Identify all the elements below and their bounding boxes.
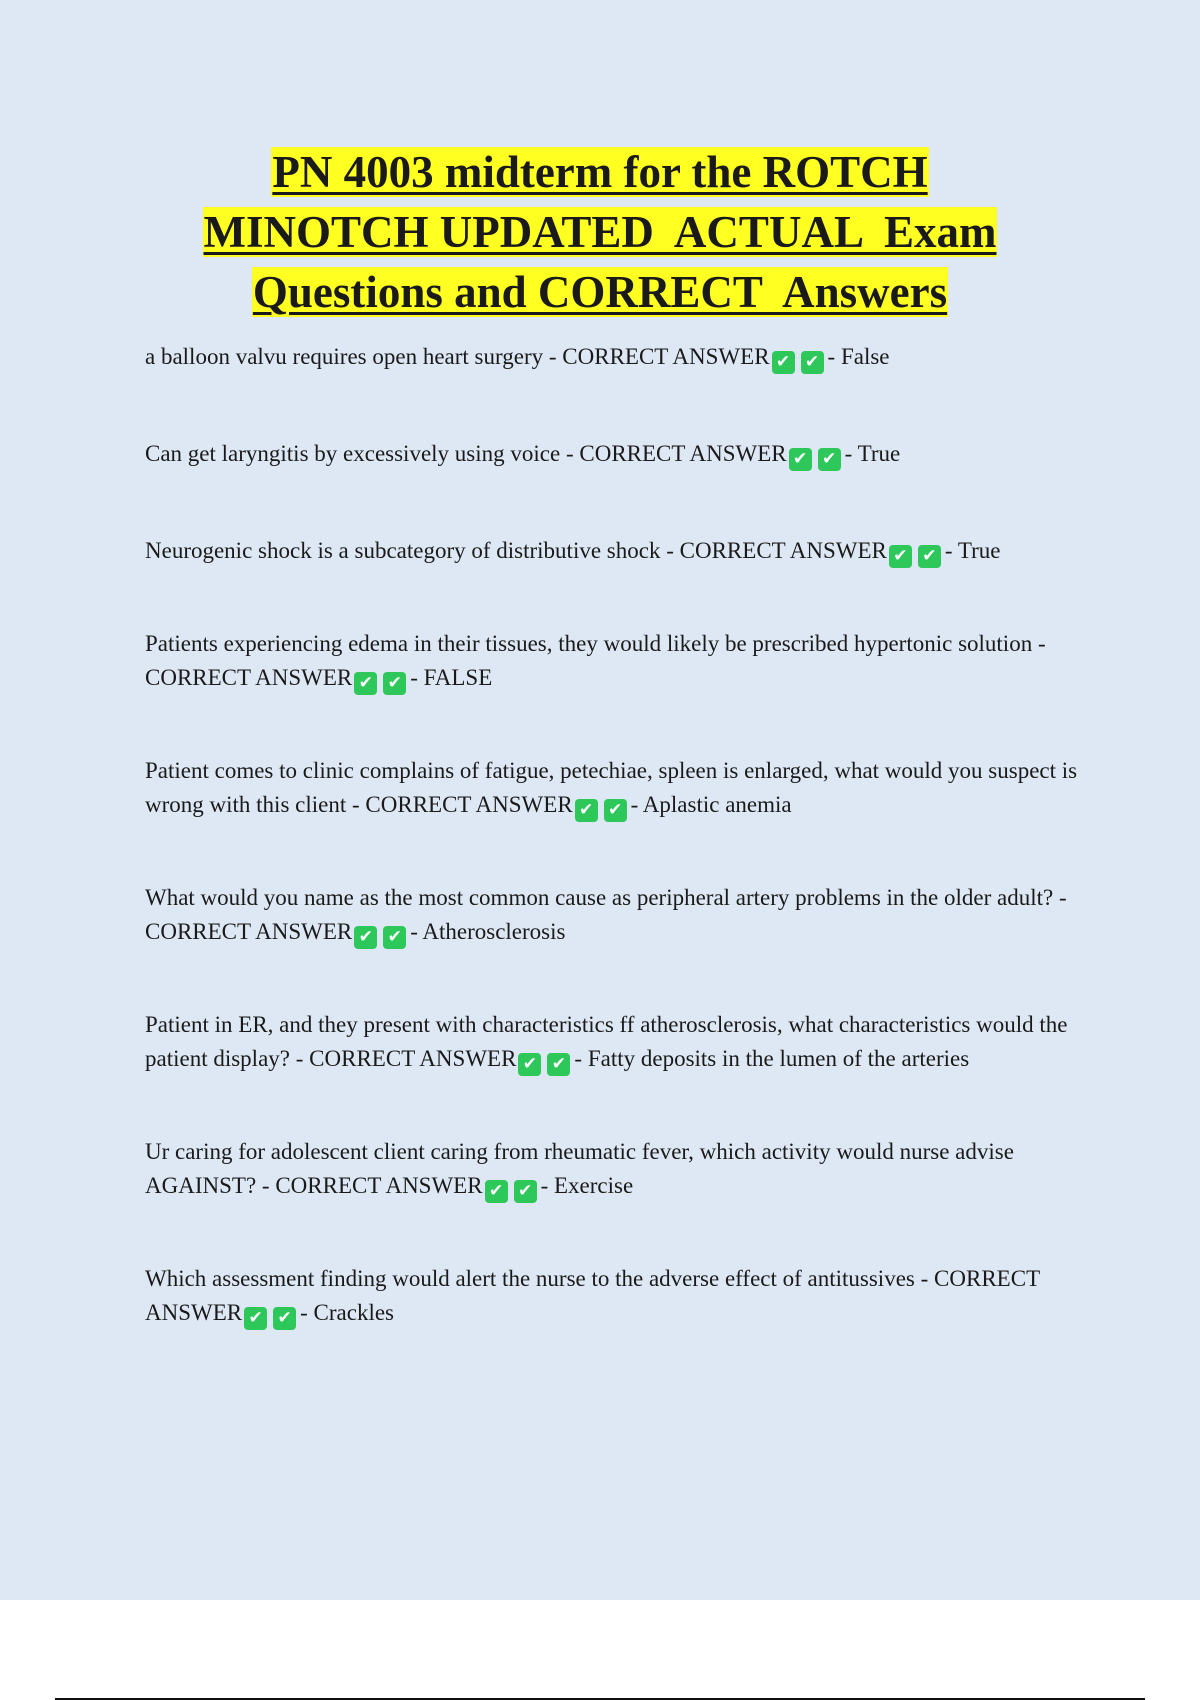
question-text: Patient comes to clinic complains of fatigue, petechiae, spleen is enlarged, what would you suspect is wrong with this client	[145, 758, 1078, 817]
answer-label: CORRECT ANSWER	[679, 538, 887, 563]
check-icon: ✔	[918, 545, 941, 568]
check-icon: ✔	[801, 351, 824, 374]
question-item: Patients experiencing edema in their tissues, they would likely be prescribed hypertonic solution - CORRECT ANSWER ✔ ✔ - FALSE	[145, 631, 1046, 693]
answer-text: - Fatty deposits in the lumen of the arteries	[574, 1046, 970, 1071]
answer-text: - Atherosclerosis	[410, 919, 566, 944]
question-text: Can get laryngitis by excessively using voice	[145, 441, 561, 466]
title-line: PN 4003 midterm for the ROTCH	[272, 147, 928, 197]
check-icon: ✔	[518, 1053, 541, 1076]
check-icon: ✔	[789, 448, 812, 471]
question-item: Patient comes to clinic complains of fatigue, petechiae, spleen is enlarged, what would you suspect is wrong with this client - CORRECT ANSWER ✔ ✔ - Aplastic anemia	[145, 758, 1078, 820]
question-text: Patient in ER, and they present with characteristics ff atherosclerosis, what characteristics would the patient display?	[145, 1012, 1068, 1071]
check-icon: ✔	[889, 545, 912, 568]
answer-text: - Aplastic anemia	[630, 792, 792, 817]
question-item: Neurogenic shock is a subcategory of distributive shock - CORRECT ANSWER ✔ ✔ - True	[145, 538, 1001, 566]
check-icon: ✔	[485, 1180, 508, 1203]
question-text: What would you name as the most common cause as peripheral artery problems in the older adult?	[145, 885, 1054, 910]
answer-label: CORRECT ANSWER	[309, 1046, 517, 1071]
check-icon: ✔	[772, 351, 795, 374]
answer-label: CORRECT ANSWER	[365, 792, 573, 817]
answer-text: - FALSE	[410, 665, 493, 690]
question-item: Ur caring for adolescent client caring from rheumatic fever, which activity would nurse advise AGAINST? - CORRECT ANSWER ✔ ✔ - Exercise	[145, 1139, 1014, 1201]
question-item: a balloon valvu requires open heart surgery - CORRECT ANSWER ✔ ✔ - False	[145, 344, 890, 372]
answer-label: CORRECT ANSWER	[275, 1173, 483, 1198]
check-icon: ✔	[354, 672, 377, 695]
check-icon: ✔	[818, 448, 841, 471]
question-item: What would you name as the most common cause as peripheral artery problems in the older adult? - CORRECT ANSWER ✔ ✔ - Atherosclerosis	[145, 885, 1067, 947]
answer-text: - False	[827, 344, 890, 369]
check-icon: ✔	[273, 1307, 296, 1330]
question-text: Which assessment finding would alert the nurse to the adverse effect of antitussives	[145, 1266, 915, 1291]
question-item: Which assessment finding would alert the nurse to the adverse effect of antitussives - CORRECT ANSWER ✔ ✔ - Crackles	[145, 1266, 1040, 1328]
question-text: Ur caring for adolescent client caring from rheumatic fever, which activity would nurse advise AGAINST?	[145, 1139, 1014, 1198]
question-text: Patients experiencing edema in their tissues, they would likely be prescribed hypertonic solution	[145, 631, 1033, 656]
title-line: MINOTCH UPDATED ACTUAL Exam	[203, 207, 997, 257]
answer-text: - Crackles	[300, 1300, 395, 1325]
document-title	[100, 142, 1100, 322]
question-text: a balloon valvu requires open heart surgery	[145, 344, 544, 369]
check-icon: ✔	[244, 1307, 267, 1330]
answer-label: CORRECT ANSWER	[145, 1266, 1040, 1325]
check-icon: ✔	[354, 926, 377, 949]
answer-text: - Exercise	[540, 1173, 634, 1198]
title-line: Questions and CORRECT Answers	[252, 267, 948, 317]
question-text: Neurogenic shock is a subcategory of distributive shock	[145, 538, 661, 563]
check-icon: ✔	[383, 672, 406, 695]
check-icon: ✔	[604, 799, 627, 822]
answer-text: - True	[944, 538, 1001, 563]
answer-label: CORRECT ANSWER	[145, 919, 353, 944]
answer-text: - True	[844, 441, 901, 466]
question-item: Can get laryngitis by excessively using voice - CORRECT ANSWER ✔ ✔ - True	[145, 441, 901, 469]
answer-label: CORRECT ANSWER	[145, 665, 353, 690]
question-item: Patient in ER, and they present with characteristics ff atherosclerosis, what characteristics would the patient display? - CORRECT ANSWER ✔ ✔ - Fatty deposits in the lumen of the arteries	[145, 1012, 1068, 1074]
check-icon: ✔	[547, 1053, 570, 1076]
check-icon: ✔	[383, 926, 406, 949]
answer-label: CORRECT ANSWER	[562, 344, 770, 369]
check-icon: ✔	[575, 799, 598, 822]
answer-label: CORRECT ANSWER	[579, 441, 787, 466]
check-icon: ✔	[514, 1180, 537, 1203]
